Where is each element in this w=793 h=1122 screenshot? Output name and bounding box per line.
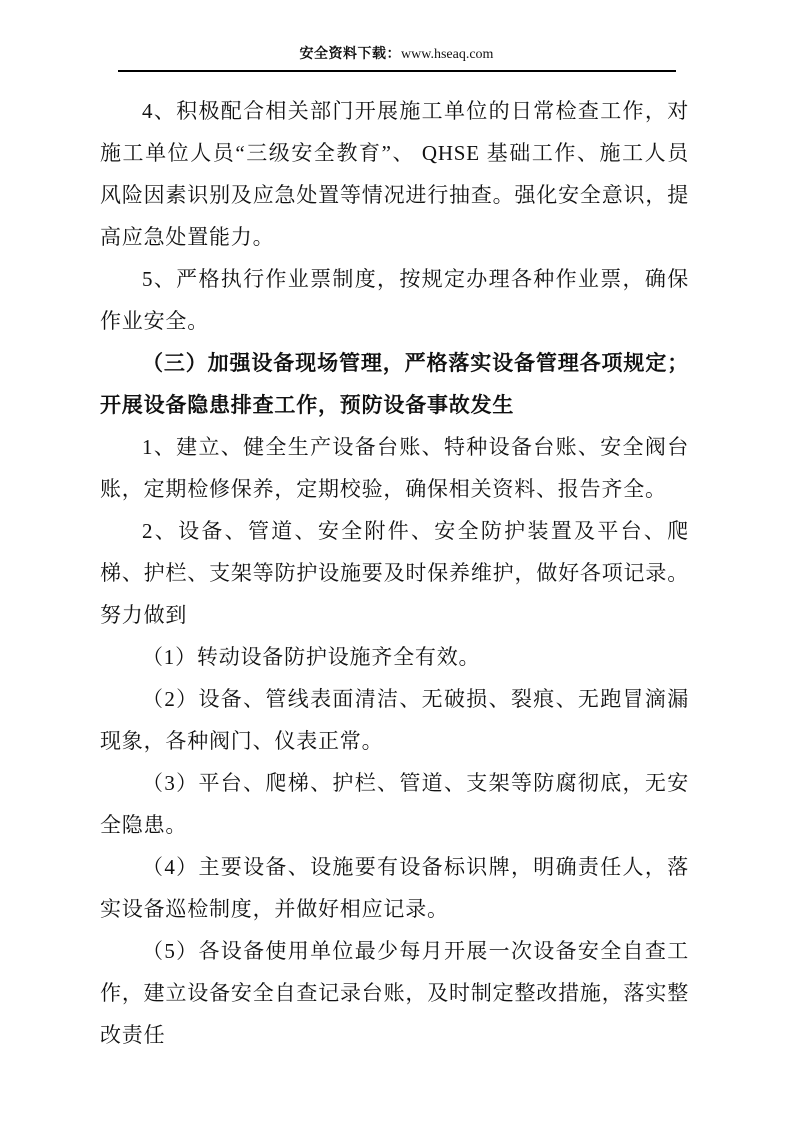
section-heading-equipment-management: （三）加强设备现场管理，严格落实设备管理各项规定；开展设备隐患排查工作，预防设备事故发生 (100, 351, 689, 417)
paragraph-sub-item-3: （3）平台、爬梯、护栏、管道、支架等防腐彻底，无安全隐患。 (100, 771, 689, 837)
header-site-label: 安全资料下载： (299, 47, 402, 62)
paragraph-item-4: 4、积极配合相关部门开展施工单位的日常检查工作，对施工单位人员“三级安全教育”、 QHSE 基础工作、施工人员风险因素识别及应急处置等情况进行抽查。强化安全意识，提高应急处置能力。 (100, 99, 689, 249)
paragraph-item-5: 5、严格执行作业票制度，按规定办理各种作业票，确保作业安全。 (100, 267, 689, 333)
paragraph-item-2: 2、设备、管道、安全附件、安全防护装置及平台、爬梯、护栏、支架等防护设施要及时保养维护，做好各项记录。努力做到 (100, 519, 689, 627)
paragraph-sub-item-5: （5）各设备使用单位最少每月开展一次设备安全自查工作，建立设备安全自查记录台账，及时制定整改措施，落实整改责任 (100, 939, 689, 1047)
page-header (0, 0, 793, 72)
document-body (100, 72, 689, 1056)
paragraph-item-1: 1、建立、健全生产设备台账、特种设备台账、安全阀台账，定期检修保养，定期校验，确保相关资料、报告齐全。 (100, 435, 689, 501)
paragraph-sub-item-1: （1）转动设备防护设施齐全有效。 (142, 645, 481, 669)
paragraph-sub-item-2: （2）设备、管线表面清洁、无破损、裂痕、无跑冒滴漏现象，各种阀门、仪表正常。 (100, 687, 689, 753)
paragraph-sub-item-4: （4）主要设备、设施要有设备标识牌，明确责任人，落实设备巡检制度，并做好相应记录。 (100, 855, 689, 921)
header-download-note (0, 46, 793, 64)
header-site-url: www.hseaq.com (401, 47, 494, 62)
